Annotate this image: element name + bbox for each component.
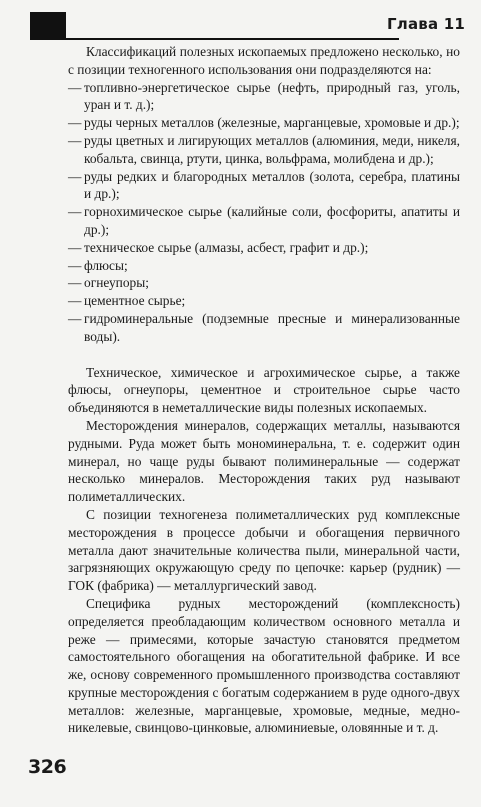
list-dash: —	[68, 257, 82, 273]
running-header	[30, 12, 469, 40]
list-dash: —	[68, 115, 82, 131]
list-item	[68, 168, 460, 204]
list-dash: —	[68, 168, 82, 184]
body-paragraph: Специфика рудных месторождений (комплексность) определяется преобладающим количеством основного металла и реже — примесями, которые зачастую становятся предметом самостоятельного обогащения на обогатительной фабрике. И все же, основу современного промышленного производства составляют крупные месторождения с богатым содержанием в руде одного-двух металлов: железные, марганцевые, хромовые, медные, медно-никелевые, свинцово-цинковые, алюминиевые, оловянные и т. д.	[68, 595, 460, 736]
intro-paragraph: Классификаций полезных ископаемых предложено несколько, но с позиции техногенного использования они подразделяются на:	[68, 44, 460, 77]
list-dash: —	[68, 132, 82, 148]
list-item	[68, 274, 460, 292]
list-item	[68, 239, 460, 257]
list-item	[68, 257, 460, 275]
list-dash: —	[68, 239, 82, 255]
list-item-text: цементное сырье;	[84, 293, 186, 309]
list-dash: —	[68, 293, 82, 309]
page-body	[68, 43, 460, 737]
list-item	[68, 310, 460, 346]
list-item	[68, 79, 460, 115]
list-dash: —	[68, 79, 82, 95]
list-item-text: руды редких и благородных металлов (золота, серебра, платины и др.);	[84, 168, 460, 202]
list-item-text: руды черных металлов (железные, марганцевые, хромовые и др.);	[84, 115, 460, 131]
list-item-text: флюсы;	[84, 257, 128, 273]
list-dash: —	[68, 275, 82, 291]
list-item	[68, 132, 460, 168]
list-dash: —	[68, 310, 82, 326]
page-number: 326	[28, 756, 67, 778]
list-item-text: техническое сырье (алмазы, асбест, графит и др.);	[84, 239, 369, 255]
list-item-text: горнохимическое сырье (калийные соли, фосфориты, апатиты и др.);	[84, 204, 460, 237]
list-item	[68, 203, 460, 239]
section-gap	[68, 346, 460, 364]
header-rule	[66, 38, 399, 40]
body-paragraph: Месторождения минералов, содержащих металлы, называются рудными. Руда может быть мономинеральна, т. е. содержит один минерал, но чаще руды бывают полиминеральные — содержат несколько минералов. Месторождения таких руд называют полиметаллических.	[68, 417, 460, 505]
body-paragraph: Техническое, химическое и агрохимическое сырье, а также флюсы, огнеупоры, цементное и строительное сырье часто объединяются в неметаллические виды полезных ископаемых.	[68, 364, 460, 416]
list-item	[68, 292, 460, 310]
list-item-text: топливно-энергетическое сырье (нефть, природный газ, уголь, уран и т. д.);	[84, 79, 460, 113]
list-item	[68, 114, 460, 132]
list-item-text: руды цветных и лигирующих металлов (алюминия, меди, никеля, кобальта, свинца, ртути, цинка, вольфрама, молибдена и др.);	[84, 132, 460, 166]
list-item-text: огнеупоры;	[84, 275, 149, 291]
body-paragraph: С позиции техногенеза полиметаллических руд комплексные месторождения в процессе добычи и обогащения первичного металла дают значительные количества пыли, минеральной части, загрязняющих окружающую среду по цепочке: карьер (рудник) — ГОК (фабрика) — металлургический завод.	[68, 506, 460, 594]
list-item-text: гидроминеральные (подземные пресные и минерализованные воды).	[84, 310, 460, 344]
classification-list	[68, 79, 460, 346]
list-dash: —	[68, 204, 82, 220]
chapter-title: Глава 11	[387, 15, 465, 33]
header-block-mark	[30, 12, 66, 40]
